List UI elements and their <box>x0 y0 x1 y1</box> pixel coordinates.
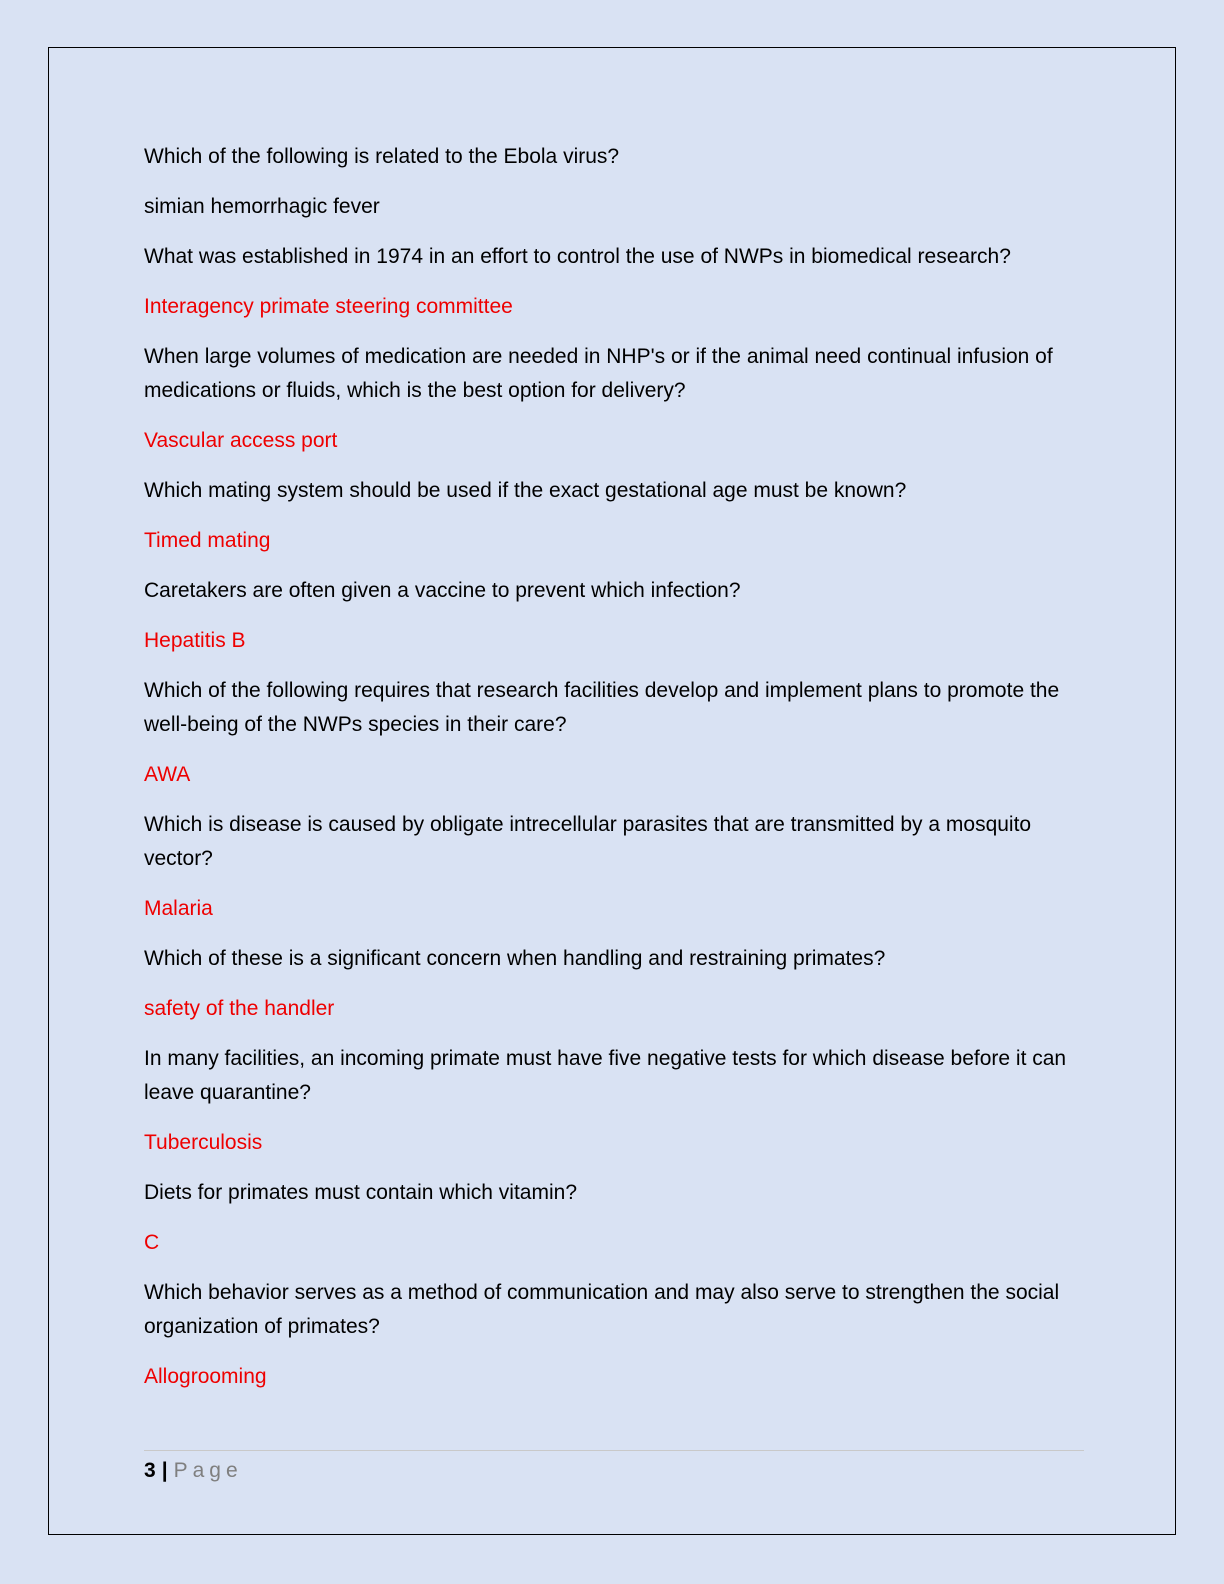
question-text: Which of the following requires that research facilities develop and implement plans to promote the well-being of the NWPs species in their care? <box>144 679 1060 736</box>
page-label: Page <box>173 1459 243 1482</box>
document-body <box>144 140 1086 1410</box>
question-text: Which of the following is related to the Ebola virus? <box>144 145 620 168</box>
answer-text: Allogrooming <box>144 1365 267 1388</box>
question-text: Which is disease is caused by obligate intrecellular parasites that are transmitted by a mosquito vector? <box>144 813 1032 870</box>
footer-divider <box>144 1450 1084 1451</box>
page-number: 3 <box>144 1459 156 1482</box>
question-text: When large volumes of medication are needed in NHP's or if the animal need continual infusion of medications or fluids, which is the best option for delivery? <box>144 345 1053 402</box>
question-text: Caretakers are often given a vaccine to prevent which infection? <box>144 579 741 602</box>
question-text: Which of these is a significant concern when handling and restraining primates? <box>144 947 886 970</box>
question-text: In many facilities, an incoming primate must have five negative tests for which disease before it can leave quarantine? <box>144 1047 1067 1104</box>
answer-text: Malaria <box>144 897 213 920</box>
page-footer <box>144 1456 243 1486</box>
question-text: Which behavior serves as a method of communication and may also serve to strengthen the social organization of primates? <box>144 1281 1060 1338</box>
answer-text: AWA <box>144 763 191 786</box>
answer-text: Hepatitis B <box>144 629 246 652</box>
answer-text: simian hemorrhagic fever <box>144 195 380 218</box>
question-text: Diets for primates must contain which vitamin? <box>144 1181 577 1204</box>
answer-text: Tuberculosis <box>144 1131 263 1154</box>
answer-text: Timed mating <box>144 529 271 552</box>
footer-separator: | <box>161 1459 168 1482</box>
answer-text: safety of the handler <box>144 997 335 1020</box>
question-text: What was established in 1974 in an effort to control the use of NWPs in biomedical research? <box>144 245 1011 268</box>
answer-text: Interagency primate steering committee <box>144 295 513 318</box>
question-text: Which mating system should be used if the exact gestational age must be known? <box>144 479 907 502</box>
answer-text: C <box>144 1231 160 1254</box>
answer-text: Vascular access port <box>144 429 338 452</box>
